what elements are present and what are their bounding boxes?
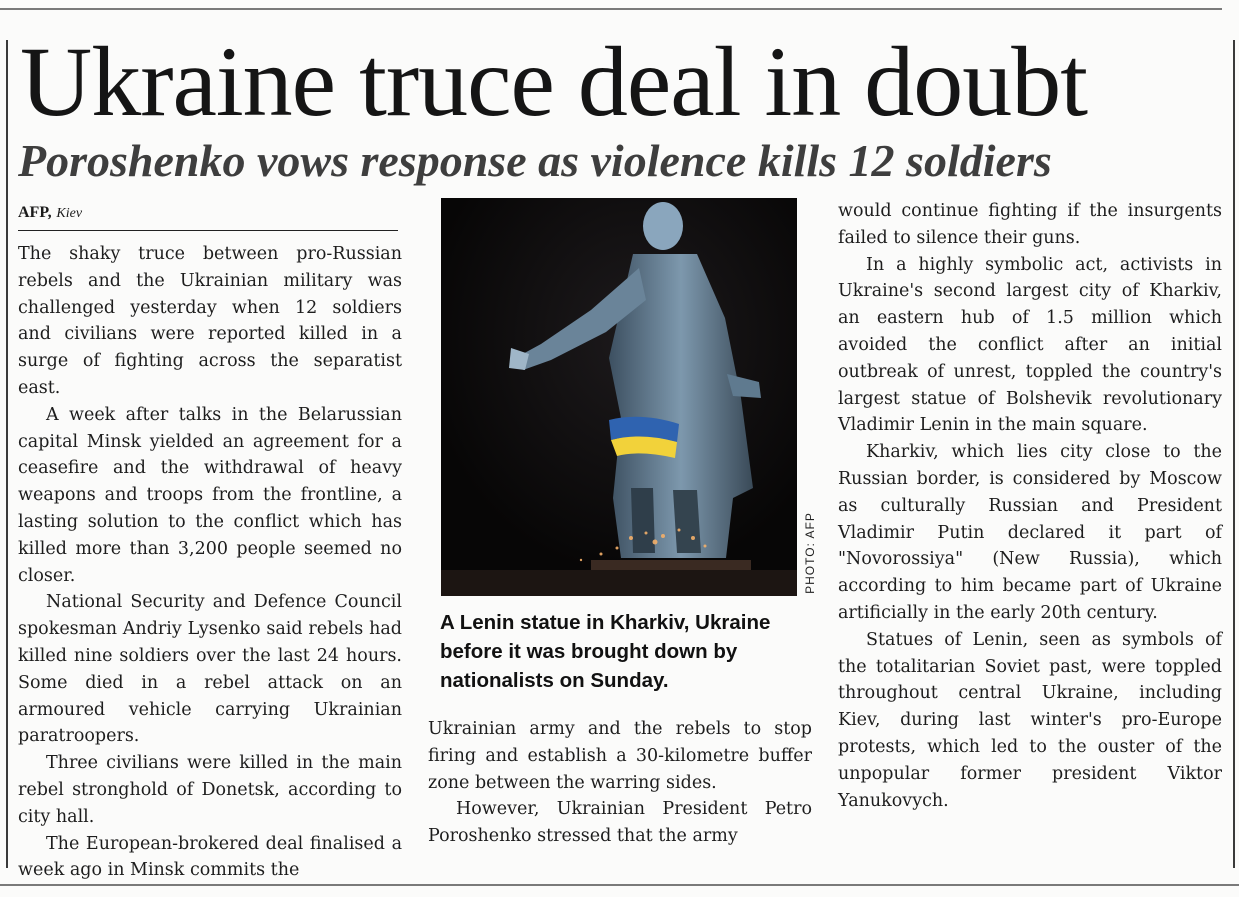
article-column-2	[428, 716, 812, 850]
article-column-3	[838, 198, 1222, 814]
paragraph: National Security and Defence Council spokesman Andriy Lysenko said rebels had killed nine soldiers over the last 24 hours. Some died in a rebel attack on an armoured vehicle carrying Ukrainian paratroopers.	[18, 592, 402, 747]
paragraph: Ukrainian army and the rebels to stop firing and establish a 30-kilometre buffer zone between the warring sides.	[428, 719, 812, 793]
photo-caption: A Lenin statue in Kharkiv, Ukraine before it was brought down by nationalists on Sunday.	[440, 611, 771, 692]
paragraph: The European-brokered deal finalised a week ago in Minsk commits the	[18, 833, 402, 881]
paragraph: The shaky truce between pro-Russian rebels and the Ukrainian military was challenged yesterday when 12 soldiers and civilians were reported killed in a surge of fighting across the separatist east.	[18, 244, 402, 398]
news-photo	[441, 198, 797, 596]
paragraph: However, Ukrainian President Petro Poroshenko stressed that the army	[428, 799, 812, 847]
top-rule	[0, 8, 1222, 10]
lenin-statue-image	[441, 198, 797, 596]
byline-place: Kiev	[56, 206, 83, 221]
paragraph: In a highly symbolic act, activists in Ukraine's second largest city of Kharkiv, an eastern hub of 1.5 million which avoided the conflict after an initial outbreak of unrest, toppled the country's largest statue of Bolshevik revolutionary Vladimir Lenin in the main square.	[838, 254, 1222, 436]
article-column-1	[18, 241, 402, 884]
photo-credit-text: PHOTO: AFP	[803, 512, 817, 594]
byline-divider	[18, 230, 398, 231]
paragraph: Statues of Lenin, seen as symbols of the totalitarian Soviet past, were toppled throughout central Ukraine, including Kiev, during last winter's pro-Europe protests, which led to the ouster of the unpopular former president Viktor Yanukovych.	[838, 629, 1222, 811]
left-rule	[6, 40, 8, 868]
photo-credit	[800, 498, 820, 608]
paragraph: A week after talks in the Belarussian capital Minsk yielded an agreement for a ceasefire and the withdrawal of heavy weapons and troops from the frontline, a lasting solution to the conflict which has killed more than 3,200 people seemed no closer.	[18, 404, 402, 586]
paragraph: Three civilians were killed in the main rebel stronghold of Donetsk, according to city hall.	[18, 753, 402, 827]
subheadline: Poroshenko vows response as violence kills 12 soldiers	[18, 135, 1052, 186]
right-rule	[1233, 40, 1235, 868]
bottom-rule	[0, 884, 1239, 886]
byline-agency: AFP,	[18, 204, 52, 221]
paragraph: would continue fighting if the insurgents failed to silence their guns.	[838, 201, 1222, 248]
paragraph: Kharkiv, which lies city close to the Russian border, is considered by Moscow as culturally Russian and President Vladimir Putin declared it part of "Novorossiya" (New Russia), which according to him became part of Ukraine artificially in the early 20th century.	[838, 442, 1222, 623]
headline: Ukraine truce deal in doubt	[20, 26, 1088, 137]
byline	[18, 200, 82, 226]
